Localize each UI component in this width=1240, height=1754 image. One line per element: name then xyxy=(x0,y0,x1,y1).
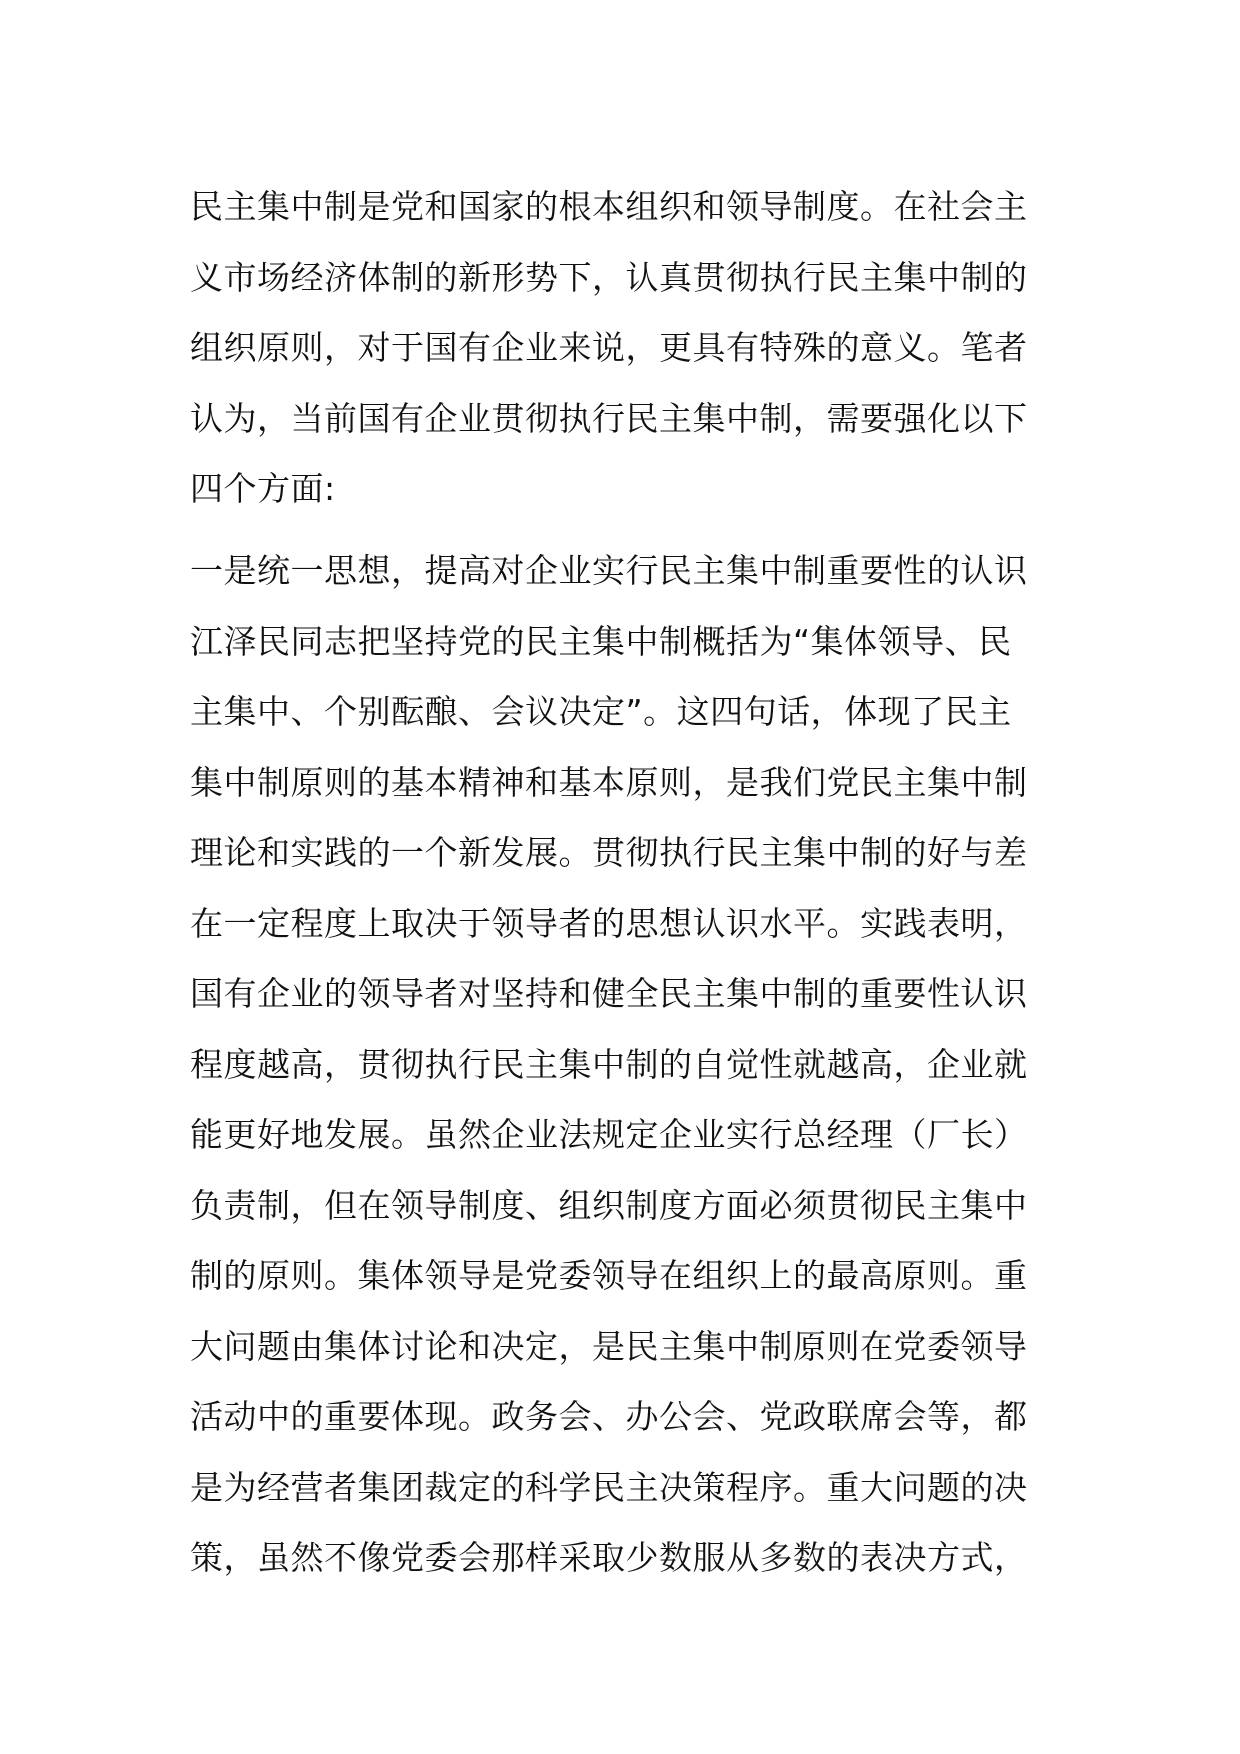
text-line: 大问题由集体讨论和决定，是民主集中制原则在党委领导 xyxy=(190,1326,1028,1366)
text-line: 一是统一思想，提高对企业实行民主集中制重要性的认识 xyxy=(190,551,1028,590)
paragraph-intro xyxy=(190,172,1070,525)
text-line: 集中制原则的基本精神和基本原则，是我们党民主集中制 xyxy=(190,762,1028,802)
text-line: 程度越高，贯彻执行民主集中制的自觉性就越高，企业就 xyxy=(190,1044,1028,1084)
text-line: 是为经营者集团裁定的科学民主决策程序。重大问题的决 xyxy=(190,1467,1028,1507)
text-line: 国有企业的领导者对坚持和健全民主集中制的重要性认识 xyxy=(190,974,1028,1013)
text-line: 制的原则。集体领导是党委领导在组织上的最高原则。重 xyxy=(190,1256,1028,1295)
text-line: 组织原则，对于国有企业来说，更具有特殊的意义。笔者 xyxy=(190,328,1028,367)
text-line: 负责制，但在领导制度、组织制度方面必须贯彻民主集中 xyxy=(190,1185,1028,1225)
text-line: 江泽民同志把坚持党的民主集中制概括为“集体领导、民 xyxy=(190,621,1012,661)
text-line: 策，虽然不像党委会那样采取少数服从多数的表决方式， xyxy=(190,1538,1028,1577)
paragraph-section-one xyxy=(190,536,1070,1594)
text-line: 在一定程度上取决于领导者的思想认识水平。实践表明， xyxy=(190,903,1028,943)
text-line: 认为，当前国有企业贯彻执行民主集中制，需要强化以下 xyxy=(190,398,1028,438)
text-line: 民主集中制是党和国家的根本组织和领导制度。在社会主 xyxy=(190,187,1028,226)
text-line: 四个方面: xyxy=(190,469,336,508)
text-line: 理论和实践的一个新发展。贯彻执行民主集中制的好与差 xyxy=(190,833,1028,872)
text-line: 主集中、个别酝酿、会议决定”。这四句话，体现了民主 xyxy=(190,692,1012,731)
text-line: 义市场经济体制的新形势下，认真贯彻执行民主集中制的 xyxy=(190,257,1028,297)
text-line: 活动中的重要体现。政务会、办公会、党政联席会等，都 xyxy=(190,1397,1028,1436)
text-line: 能更好地发展。虽然企业法规定企业实行总经理（厂长） xyxy=(190,1115,1028,1154)
